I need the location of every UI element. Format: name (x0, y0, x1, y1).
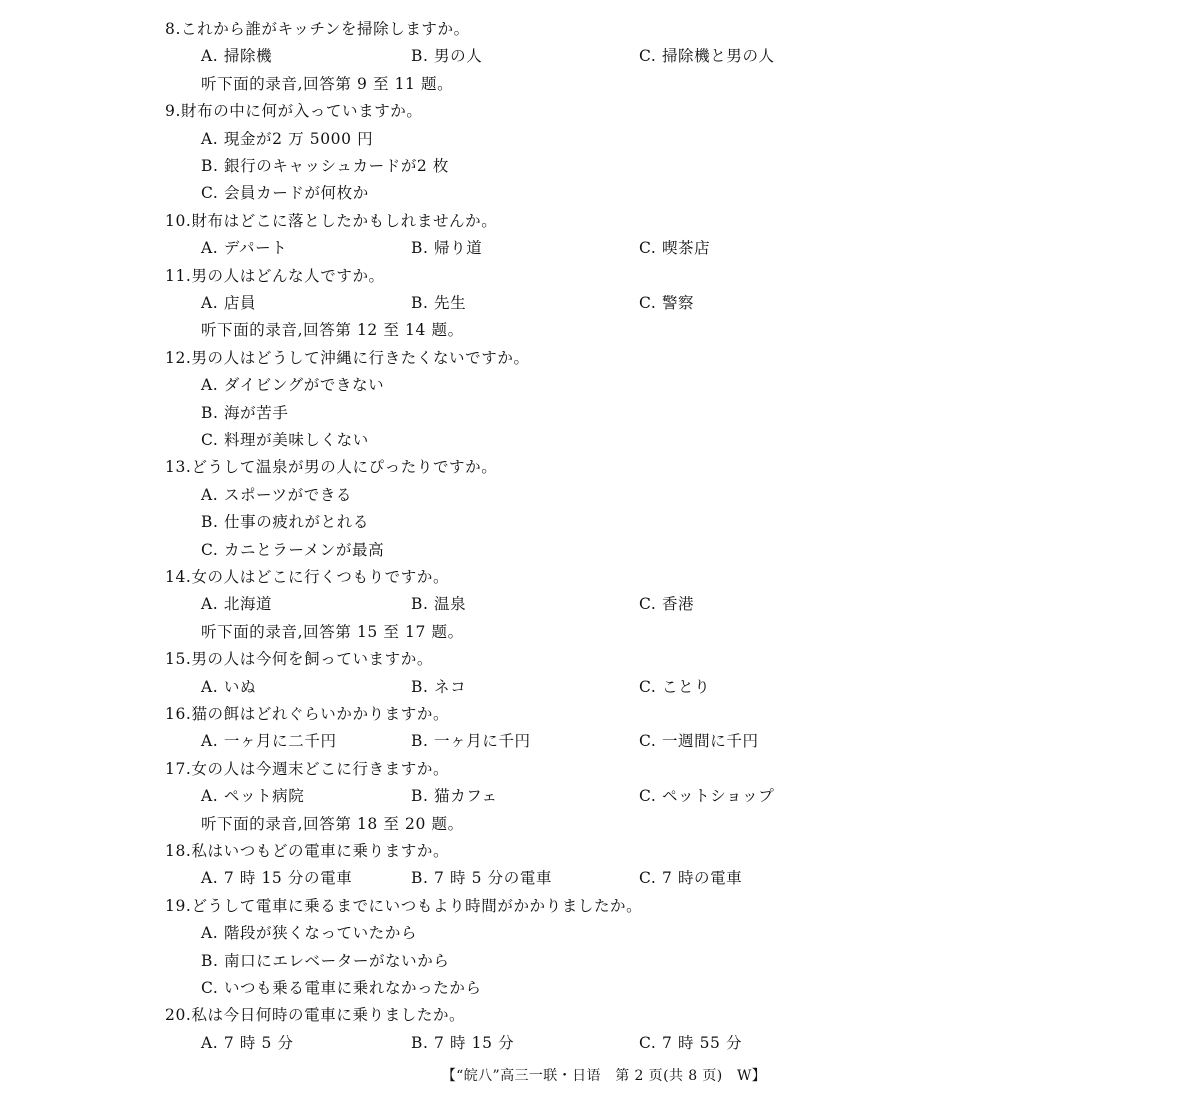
options-row (0, 728, 1178, 755)
question-number: 9. (165, 102, 181, 121)
question-text: 財布はどこに落としたかもしれませんか。 (191, 211, 498, 230)
option-c: C. 会員カードが何枚か (201, 184, 369, 203)
option-c: C. カニとラーメンが最高 (201, 540, 385, 559)
question-number: 20. (165, 1006, 192, 1025)
option-c: C. 7 時の電車 (639, 869, 743, 888)
option-b: B. 仕事の疲れがとれる (201, 513, 369, 532)
option-b: B. 7 時 15 分 (411, 1033, 515, 1052)
question-number: 12. (165, 348, 192, 367)
question-line (165, 756, 449, 783)
option-b: B. 銀行のキャッシュカードが2 枚 (201, 157, 450, 175)
option-a: A. ペット病院 (201, 787, 305, 806)
question-line (165, 1002, 465, 1029)
question-text: 私はいつもどの電車に乗りますか。 (191, 842, 450, 860)
option-a: A. いぬ (201, 677, 257, 696)
question-number: 10. (165, 211, 192, 230)
question-text: これから誰がキッチンを掃除しますか。 (181, 20, 470, 38)
question-text: 女の人は今週末どこに行きますか。 (191, 759, 450, 778)
section-instruction: 听下面的录音,回答第 15 至 17 题。 (201, 622, 464, 641)
option-c: C. いつも乗る電車に乗れなかったから (201, 979, 482, 997)
option-a: A. 掃除機 (201, 47, 273, 66)
option-c: C. 掃除機と男の人 (639, 47, 775, 66)
section-instruction: 听下面的录音,回答第 9 至 11 题。 (201, 74, 454, 93)
options-row (0, 1030, 1178, 1057)
question-line (165, 263, 385, 290)
option-a: A. 現金が2 万 5000 円 (201, 129, 374, 148)
options-row (0, 43, 1178, 70)
question-number: 13. (165, 458, 192, 477)
question-text: 男の人はどうして沖縄に行きたくないですか。 (191, 348, 530, 367)
options-row (0, 591, 1178, 618)
section-instruction: 听下面的录音,回答第 12 至 14 题。 (201, 321, 464, 340)
option-c: C. 一週間に千円 (639, 732, 759, 751)
question-line (165, 646, 433, 673)
option-a: A. 7 時 5 分 (201, 1033, 294, 1052)
question-number: 8. (165, 20, 181, 38)
question-number: 15. (165, 650, 192, 669)
option-a: A. 北海道 (201, 595, 273, 614)
question-line (165, 16, 470, 43)
options-row (0, 783, 1178, 810)
option-b: B. ネコ (411, 677, 467, 696)
option-c: C. 料理が美味しくない (201, 431, 369, 449)
question-text: 私は今日何時の電車に乗りましたか。 (191, 1006, 466, 1025)
options-row (0, 235, 1178, 262)
question-line (165, 208, 497, 235)
option-b: B. 7 時 5 分の電車 (411, 869, 553, 888)
question-text: 女の人はどこに行くつもりですか。 (191, 568, 450, 586)
option-c: C. ペットショップ (639, 787, 775, 806)
option-b: B. 一ヶ月に千円 (411, 732, 531, 751)
question-number: 18. (165, 842, 192, 860)
question-text: 猫の餌はどれぐらいかかりますか。 (191, 705, 450, 723)
question-line (165, 345, 530, 372)
option-a: A. ダイビングができない (201, 376, 385, 395)
option-b: B. 温泉 (411, 595, 467, 614)
question-line (165, 454, 497, 481)
question-line (165, 838, 449, 865)
section-instruction: 听下面的录音,回答第 18 至 20 题。 (201, 814, 464, 833)
option-c: C. 警察 (639, 294, 695, 312)
option-a: A. スポーツができる (201, 485, 353, 504)
question-number: 16. (165, 705, 192, 723)
question-text: 財布の中に何が入っていますか。 (181, 102, 423, 121)
question-number: 17. (165, 759, 192, 778)
option-a: A. 一ヶ月に二千円 (201, 732, 337, 751)
option-c: C. ことり (639, 677, 711, 696)
option-b: B. 南口にエレベーターがないから (201, 951, 450, 970)
question-text: どうして電車に乗るまでにいつもより時間がかかりましたか。 (191, 896, 643, 915)
options-row (0, 865, 1178, 892)
option-b: B. 先生 (411, 294, 467, 312)
option-a: A. 店員 (201, 294, 257, 312)
question-text: 男の人は今何を飼っていますか。 (191, 650, 433, 669)
options-row (0, 290, 1178, 317)
question-line (165, 701, 449, 728)
question-line (165, 564, 449, 591)
option-c: C. 香港 (639, 595, 695, 614)
question-number: 14. (165, 568, 192, 586)
option-b: B. 男の人 (411, 47, 483, 66)
option-a: A. 7 時 15 分の電車 (201, 869, 353, 888)
options-row (0, 674, 1178, 701)
question-text: どうして温泉が男の人にぴったりですか。 (191, 458, 498, 477)
option-b: B. 猫カフェ (411, 787, 498, 806)
question-text: 男の人はどんな人ですか。 (191, 266, 385, 285)
question-number: 11. (165, 266, 192, 285)
option-b: B. 帰り道 (411, 239, 483, 258)
option-c: C. 喫茶店 (639, 239, 711, 258)
question-number: 19. (165, 896, 192, 915)
option-a: A. デパート (201, 239, 288, 258)
option-c: C. 7 時 55 分 (639, 1033, 743, 1052)
option-b: B. 海が苦手 (201, 403, 289, 422)
page-footer: 【“皖八”高三一联・日语 第 2 页(共 8 页) W】 (441, 1068, 767, 1084)
question-line (165, 98, 423, 125)
option-a: A. 階段が狭くなっていたから (201, 924, 418, 943)
question-line (165, 893, 642, 920)
